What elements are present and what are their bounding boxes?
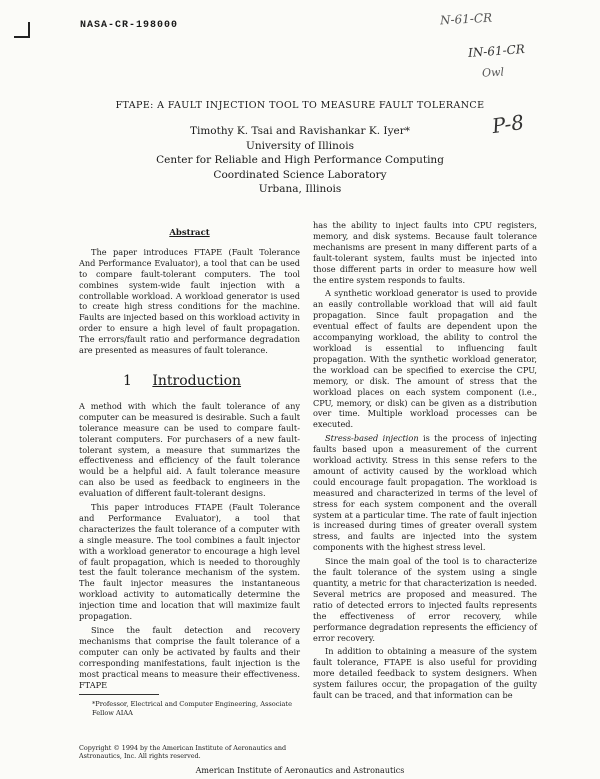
paper-title: FTAPE: A FAULT INJECTION TOOL TO MEASURE FAULT TOLERANCE: [115, 100, 485, 111]
right-column: [313, 220, 537, 704]
page-footer: American Institute of Aeronautics and Astronautics: [195, 766, 405, 775]
footnote: *Professor, Electrical and Computer Engineering, Associate Fellow AIAA: [92, 700, 292, 717]
handwritten-note-2: P-8: [490, 109, 526, 139]
stress-term: Stress-based injection: [325, 433, 419, 444]
body-paragraph: In addition to obtaining a measure of the system fault tolerance, FTAPE is also useful for providing more detailed feedback to system designers. When system failures occur, the propagation of the guilty fault can be traced, and that information can be: [313, 646, 537, 701]
left-column: [79, 228, 300, 693]
affiliation-lab: Coordinated Science Laboratory: [213, 168, 387, 181]
copyright-notice: Copyright © 1994 by the American Institute of Aeronautics and Astronautics, Inc. All rights reserved.: [79, 744, 287, 760]
margin-mark: [14, 22, 30, 38]
report-number: NASA-CR-198000: [80, 20, 179, 31]
handwritten-note-1: N-61-CR: [439, 10, 493, 28]
affiliation-university: University of Illinois: [246, 139, 354, 152]
affiliation-center: Center for Reliable and High Performance Computing: [156, 154, 444, 166]
intro-paragraph: A method with which the fault tolerance of any computer can be measured is desirable. Such a fault tolerance measure can be used to compare fault-tolerant computers. For purchasers of a new fault-tolerant system, a measure that summarizes the effectiveness and efficiency of the fault tolerance would be a helpful aid. A fault tolerance measure can also be used as feedback to engineers in the evaluation of different fault-tolerant designs.: [79, 400, 300, 499]
abstract-heading: Abstract: [169, 228, 210, 238]
body-paragraph: has the ability to inject faults into CPU registers, memory, and disk systems. Because fault tolerance mechanisms are present in many different parts of a fault-tolerant system, faults must be injected into those different parts in order to measure how well the entire system responds to faults.: [313, 220, 537, 285]
body-paragraph: A synthetic workload generator is used to provide an easily controllable workload that will aid fault propagation. Since fault propagation and the eventual effect of faults are dependent upon the accompanying workload, the ability to control the workload is essential to influencing fault propagation. With the synthetic workload generator, the workload can be specified to exercise the CPU, memory, or disk. The amount of stress that the workload places on each system component (i.e., CPU, memory, or disk) can be given as a distribution over time. Multiple workload processes can be executed.: [313, 288, 537, 430]
section-title: Introduction: [152, 372, 242, 389]
authors: Timothy K. Tsai and Ravishankar K. Iyer*: [189, 125, 410, 137]
author-block: [0, 124, 600, 197]
body-paragraph: Since the main goal of the tool is to characterize the fault tolerance of the system using a single quantity, a metric for that characterization is needed. Several metrics are proposed and measured. The ratio of detected errors to injected faults represents the effectiveness of error recovery, while performance degradation represents the efficiency of error recovery.: [313, 556, 537, 643]
affiliation-city: Urbana, Illinois: [258, 183, 342, 195]
intro-paragraph: Since the fault detection and recovery mechanisms that comprise the fault tolerance of a computer can only be activated by faults and their corresponding manifestations, fault injection is the most practical means to measure their effectiveness. FTAPE: [79, 625, 300, 690]
footnote-rule: [79, 694, 159, 695]
abstract-text: The paper introduces FTAPE (Fault Tolerance And Performance Evaluator), a tool that can be used to compare fault-tolerant computers. The tool combines system-wide fault injection with a controllable workload. A workload generator is used to create high stress conditions for the machine. Faults are injected based on this workload activity in order to ensure a high level of fault propagation. The errors/fault ratio and performance degradation are presented as measures of fault tolerance.: [79, 246, 300, 356]
intro-paragraph: This paper introduces FTAPE (Fault Tolerance and Performance Evaluator), a tool that characterizes the fault tolerance of a computer with a single measure. The tool combines a fault injector with a workload generator to encourage a high level of fault propagation, which is needed to thoroughly test the fault tolerance mechanism of the system. The fault injector measures the instantaneous workload activity to automatically determine the injection time and location that will maximize fault propagation.: [79, 502, 300, 622]
handwritten-note-3: IN-61-CR: [467, 42, 526, 60]
body-paragraph: [313, 433, 537, 553]
section-number: 1: [123, 372, 132, 389]
section-heading: [123, 372, 300, 389]
stress-definition: is the process of injecting faults based upon a measurement of the current workload activity. Stress in this sense refers to the amount of activity caused by the workload which could encourage fault propagation. The workload is measured and characterized in terms of the level of stress for each system component and the overall system at a particular time. The rate of fault injection is increased during times of greater overall system stress, and faults are injected into the system components with the highest stress level.: [313, 433, 537, 553]
handwritten-note-4: Owl: [481, 65, 505, 80]
